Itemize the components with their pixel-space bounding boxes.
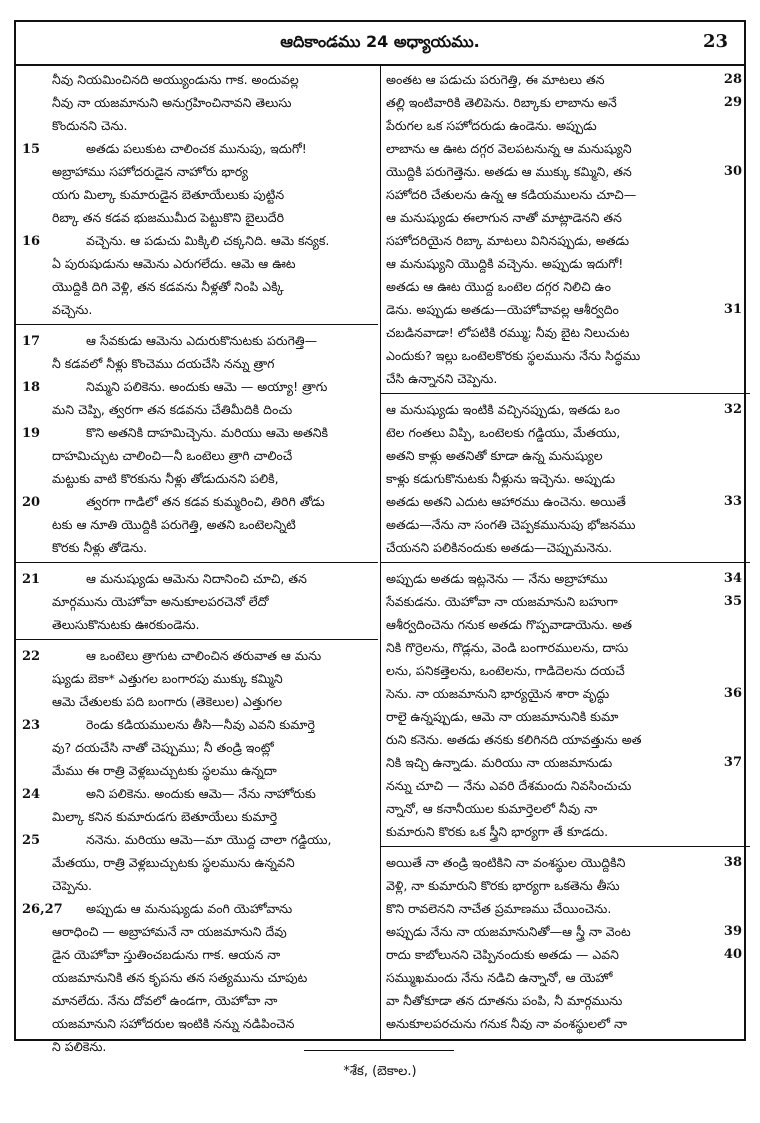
text-line bbox=[386, 920, 742, 943]
verse-text: మని చెప్పి, త్వరగా తన కడవను చేతిమీదికి దించు bbox=[52, 402, 293, 417]
text-line bbox=[386, 467, 742, 490]
text-line bbox=[22, 375, 372, 398]
verse-text: అబ్రాహాము సహోదరుడైన నాహోరు భార్య bbox=[52, 164, 248, 179]
text-line bbox=[386, 943, 742, 966]
text-line bbox=[386, 344, 742, 367]
text-body bbox=[14, 66, 746, 1054]
text-line bbox=[22, 805, 372, 828]
text-line bbox=[22, 920, 372, 943]
verse-number: 37 bbox=[723, 755, 742, 770]
page-header bbox=[14, 20, 746, 66]
verse-text: కొందునని చెను. bbox=[52, 118, 128, 133]
verse-text: యొద్దికి పరుగెత్తెను. అతడు ఆ ముక్కు కమ్మిని, తన bbox=[386, 164, 632, 179]
text-line bbox=[22, 567, 372, 590]
text-line bbox=[22, 206, 372, 229]
verse-text: కొరకు నీళ్లు తోడెను. bbox=[52, 540, 148, 555]
text-line bbox=[386, 636, 742, 659]
paragraph-separator bbox=[386, 843, 742, 851]
text-line bbox=[22, 828, 372, 851]
text-line bbox=[22, 114, 372, 137]
verse-text: ష్యుడు బెకా* ఎత్తుగల బంగారపు ముక్కు కమ్మిని bbox=[52, 671, 283, 686]
verse-number: 33 bbox=[723, 494, 742, 509]
text-line bbox=[386, 851, 742, 874]
verse-text: అతని కాళ్లు అతనితో కూడా ఉన్న మనుష్యుల bbox=[386, 448, 603, 463]
verse-text: మానలేదు. నేను దోవలో ఉండగా, యెహోవా నా bbox=[52, 993, 278, 1008]
text-line bbox=[386, 590, 742, 613]
verse-number: 22 bbox=[22, 649, 41, 664]
text-line bbox=[22, 943, 372, 966]
verse-text: ఏ పురుషుడును ఆమెను ఎరుగలేదు. ఆమె ఆ ఊట bbox=[52, 256, 296, 271]
verse-text: సహోదరి చేతులను ఉన్న ఆ కడియములను చూచి— bbox=[386, 187, 637, 202]
verse-number: 25 bbox=[22, 833, 41, 848]
text-line bbox=[386, 966, 742, 989]
verse-text: ఆ సేవకుడు ఆమెను ఎదురుకొనుటకు పరుగెత్తి— bbox=[86, 333, 318, 348]
text-line bbox=[386, 91, 742, 114]
text-line bbox=[22, 444, 372, 467]
text-line bbox=[22, 513, 372, 536]
verse-number: 16 bbox=[22, 234, 41, 249]
verse-number: 32 bbox=[723, 402, 742, 417]
verse-number: 31 bbox=[723, 302, 742, 317]
verse-text: ఆ మనుష్యుడు ఆమెను నిదానించి చూచి, తన bbox=[86, 571, 307, 586]
verse-text: ఆశీర్వదించెను గనుక అతడు గొప్పవాడాయెను. అత bbox=[386, 617, 632, 632]
verse-text: రెండు కడియములను తీసి—నీవు ఎవని కుమార్తె bbox=[86, 717, 315, 732]
text-line bbox=[386, 229, 742, 252]
verse-text: సహోదరియైన రిబ్కా మాటలు వినినప్పుడు, అతడు bbox=[386, 233, 630, 248]
verse-text: యజమానునికి తన కృపను తన సత్యమును చూపుట bbox=[52, 970, 308, 985]
text-line bbox=[386, 68, 742, 91]
text-line bbox=[22, 160, 372, 183]
verse-text: రిబ్కా తన కడవ భుజముమీద పెట్టుకొని బైలుదేరి bbox=[52, 210, 285, 225]
text-line bbox=[22, 352, 372, 375]
text-line bbox=[386, 659, 742, 682]
verse-text: అయితే నా తండ్రి ఇంటికిని నా వంశస్థుల యొద్దికిని bbox=[386, 855, 626, 870]
verse-text: ఆమె చేతులకు పది బంగారు (తెకెలుల) ఎత్తుగల bbox=[52, 694, 283, 709]
text-line bbox=[22, 713, 372, 736]
text-line bbox=[386, 183, 742, 206]
verse-text: తెలుసుకొనుటకు ఊరకుండెను. bbox=[52, 617, 200, 632]
verse-text: నిమ్మని పలికెను. అందుకు ఆమె — అయ్యా! త్రాగు bbox=[86, 379, 328, 394]
left-column bbox=[22, 68, 372, 1058]
verse-text: వు? దయచేసి నాతో చెప్పుము; నీ తండ్రి ఇంట్లో bbox=[52, 740, 274, 755]
text-line bbox=[22, 275, 372, 298]
text-line bbox=[386, 567, 742, 590]
text-line bbox=[22, 298, 372, 321]
verse-number: 24 bbox=[22, 787, 41, 802]
text-line bbox=[22, 989, 372, 1012]
verse-text: అంతట ఆ పడుచు పరుగెత్తి, ఈ మాటలు తన bbox=[386, 72, 605, 87]
verse-text: ననెను. మరియు ఆమె—మా యొద్ద చాలా గడ్డియు, bbox=[86, 832, 332, 847]
column-divider bbox=[380, 66, 381, 1039]
verse-text: ఎందుకు? ఇల్లు ఒంటెలకొరకు స్థలమును నేను సిద్ధము bbox=[386, 348, 641, 363]
verse-text: న్నానో, ఆ కనానీయుల కుమార్తెలలో నీవు నా bbox=[386, 801, 598, 816]
verse-number: 29 bbox=[723, 95, 742, 110]
verse-text: సెను. నా యజమానుని భార్యయైన శారా వృద్ధు bbox=[386, 686, 610, 701]
paragraph-separator bbox=[22, 559, 372, 567]
text-line bbox=[386, 421, 742, 444]
verse-text: చేయనని పలికినందుకు అతడు—చెప్పుమనెను. bbox=[386, 540, 613, 555]
verse-text: లాబాను ఆ ఊట దగ్గర వెలపటనున్న ఆ మనుష్యుని bbox=[386, 141, 632, 156]
verse-text: ని పలికెను. bbox=[52, 1039, 107, 1054]
text-line bbox=[22, 1035, 372, 1058]
verse-text: నీవు నా యజమానుని అనుగ్రహించినావని తెలుసు bbox=[52, 95, 292, 110]
text-line bbox=[386, 897, 742, 920]
verse-text: మార్గమును యెహోవా అనుకూలపరచెనో లేదో bbox=[52, 594, 269, 609]
text-line bbox=[386, 137, 742, 160]
text-line bbox=[386, 728, 742, 751]
verse-number: 19 bbox=[22, 426, 41, 441]
verse-text: యొద్దికి దిగి వెళ్లి, తన కడవను నీళ్లతో నింపి ఎక్కి bbox=[52, 279, 284, 294]
verse-text: సేవకుడను. యెహోవా నా యజమానుని బహుగా bbox=[386, 594, 618, 609]
verse-number: 17 bbox=[22, 334, 41, 349]
text-line bbox=[22, 329, 372, 352]
text-line bbox=[386, 275, 742, 298]
verse-text: అతడు పలుకుట చాలించక మునుపు, ఇదుగో! bbox=[86, 141, 307, 156]
text-line bbox=[386, 682, 742, 705]
verse-number: 35 bbox=[723, 594, 742, 609]
verse-text: అప్పుడు అతడు ఇట్లనెను — నేను అబ్రాహాము bbox=[386, 571, 608, 586]
paragraph-separator bbox=[22, 636, 372, 644]
verse-text: ఆరాధించి — అబ్రాహామనే నా యజమానుని దేవు bbox=[52, 924, 287, 939]
text-line bbox=[386, 797, 742, 820]
verse-number: 28 bbox=[723, 72, 742, 87]
verse-text: టకు ఆ నూతి యొద్దికి పరుగెత్తి, అతని ఒంటెలన్నిటి bbox=[52, 517, 296, 532]
verse-number: 39 bbox=[723, 924, 742, 939]
verse-text: యగు మిల్కా కుమారుడైన బెతూయేలుకు పుట్టిన bbox=[52, 187, 285, 202]
text-line bbox=[22, 398, 372, 421]
verse-number: 38 bbox=[723, 855, 742, 870]
verse-text: ఆ ఒంటెలు త్రాగుట చాలించిన తరువాత ఆ మను bbox=[86, 648, 322, 663]
text-line bbox=[22, 736, 372, 759]
text-line bbox=[22, 874, 372, 897]
verse-text: అనుకూలపరచును గనుక నీవు నా వంశస్థులలో నా bbox=[386, 1016, 627, 1031]
text-line bbox=[22, 467, 372, 490]
verse-text: నీ కడవలో నీళ్లు కొంచెము దయచేసి నన్ను త్రాగ bbox=[52, 356, 275, 371]
verse-text: చబడినవాడా! లోపటికి రమ్ము; నీవు బైట నిలుచుట bbox=[386, 325, 630, 340]
verse-number: 40 bbox=[723, 947, 742, 962]
text-line bbox=[386, 1012, 742, 1035]
text-line bbox=[386, 513, 742, 536]
verse-text: కొని అతనికి దాహమిచ్చెను. మరియు ఆమె అతనికి bbox=[86, 425, 329, 440]
text-line bbox=[386, 114, 742, 137]
verse-text: చెప్పెను. bbox=[52, 878, 92, 893]
verse-text: వా నీతోకూడా తన దూతను పంపి, నీ మార్గమును bbox=[386, 993, 623, 1008]
verse-number: 18 bbox=[22, 380, 41, 395]
text-line bbox=[22, 897, 372, 920]
verse-text: యజమానుని సహోదరుల ఇంటికి నన్ను నడిపించెన bbox=[52, 1016, 295, 1031]
verse-text: లను, పనికత్తెలను, ఒంటెలను, గాడిదెలను దయచే bbox=[386, 663, 625, 678]
verse-text: సమ్ముఖమందు నేను నడిచి ఉన్నానో, ఆ యెహో bbox=[386, 970, 613, 985]
text-line bbox=[22, 183, 372, 206]
verse-number: 26,27 bbox=[22, 902, 63, 917]
footnote-text: *శేక, (బెకాల.) bbox=[343, 1064, 417, 1079]
text-line bbox=[22, 1012, 372, 1035]
text-line bbox=[386, 774, 742, 797]
verse-number: 36 bbox=[723, 686, 742, 701]
text-line bbox=[386, 444, 742, 467]
verse-text: నన్ను చూచి — నేను ఎవరి దేశమందు నివసించుచు bbox=[386, 778, 632, 793]
verse-text: నికి గొర్రెలను, గొడ్లను, వెండి బంగారములను, దాసు bbox=[386, 640, 629, 655]
verse-text: తల్లి ఇంటివారికి తెలిపెను. రిబ్కాకు లాబాను అనే bbox=[386, 95, 617, 110]
verse-text: డెను. అప్పుడు అతడు—యెహోవావల్ల ఆశీర్వదిం bbox=[386, 302, 619, 317]
text-line bbox=[22, 613, 372, 636]
text-line bbox=[22, 644, 372, 667]
text-line bbox=[386, 367, 742, 390]
text-line bbox=[22, 759, 372, 782]
text-line bbox=[22, 137, 372, 160]
text-line bbox=[386, 613, 742, 636]
text-line bbox=[22, 91, 372, 114]
text-line bbox=[386, 989, 742, 1012]
text-line bbox=[386, 536, 742, 559]
verse-text: కుమారుని కొరకు ఒక స్త్రీని భార్యగా తే కూడదు. bbox=[386, 824, 609, 839]
text-line bbox=[386, 874, 742, 897]
paragraph-separator bbox=[386, 390, 742, 398]
verse-text: టెల గంతలు విప్పి, ఒంటెలకు గడ్డియు, మేతయు, bbox=[386, 425, 621, 440]
verse-text: నీవు నియమించినది అయ్యుండును గాక. అందువల్ల bbox=[52, 72, 299, 87]
text-line bbox=[386, 751, 742, 774]
verse-text: రాదు కాబోలునని చెప్పినందుకు అతడు — ఎవని bbox=[386, 947, 619, 962]
text-line bbox=[386, 398, 742, 421]
page-number: 23 bbox=[702, 31, 728, 52]
verse-text: చేసి ఉన్నానని చెప్పెను. bbox=[386, 371, 498, 386]
text-line bbox=[386, 705, 742, 728]
text-line bbox=[22, 667, 372, 690]
footnote-rule bbox=[304, 1050, 454, 1051]
verse-number: 21 bbox=[22, 572, 41, 587]
text-line bbox=[22, 851, 372, 874]
text-line bbox=[386, 252, 742, 275]
text-line bbox=[386, 206, 742, 229]
text-line bbox=[22, 421, 372, 444]
verse-text: మేము ఈ రాత్రి వెళ్లబుచ్చుటకు స్థలము ఉన్నదా bbox=[52, 763, 277, 778]
verse-text: త్వరగా గాడిలో తన కడవ కుమ్మరించి, తిరిగి తోడు bbox=[86, 494, 325, 509]
paragraph-separator bbox=[386, 559, 742, 567]
page bbox=[14, 20, 746, 1105]
verse-number: 20 bbox=[22, 495, 41, 510]
text-line bbox=[22, 536, 372, 559]
paragraph-separator bbox=[22, 321, 372, 329]
right-column bbox=[386, 68, 742, 1035]
verse-text: వచ్చెను. ఆ పడుచు మిక్కిలి చక్కనిది. ఆమె కన్యక. bbox=[86, 233, 330, 248]
text-line bbox=[22, 229, 372, 252]
verse-text: నికి ఇచ్చి ఉన్నాడు. మరియు నా యజమానుడు bbox=[386, 755, 613, 770]
text-line bbox=[386, 298, 742, 321]
verse-text: కొని రావలెనని నాచేత ప్రమాణము చేయించెను. bbox=[386, 901, 612, 916]
text-line bbox=[22, 782, 372, 805]
verse-text: డైన యెహోవా స్తుతించబడును గాక. ఆయన నా bbox=[52, 947, 281, 962]
verse-number: 23 bbox=[22, 718, 41, 733]
verse-text: ఆ మనుష్యుడు ఈలాగున నాతో మాట్లాడెనని తన bbox=[386, 210, 622, 225]
text-line bbox=[386, 160, 742, 183]
verse-text: పేరుగల ఒక సహోదరుడు ఉండెను. అప్పుడు bbox=[386, 118, 597, 133]
text-line bbox=[386, 490, 742, 513]
verse-text: మేతయు, రాత్రి వెళ్లబుచ్చుటకు స్థలమును ఉన్నవని bbox=[52, 855, 295, 870]
text-line bbox=[22, 68, 372, 91]
verse-text: రుని కనెను. అతడు తనకు కలిగినది యావత్తును అత bbox=[386, 732, 642, 747]
verse-number: 30 bbox=[723, 164, 742, 179]
verse-text: కాళ్లు కడుగుకొనుటకు నీళ్లును ఇచ్చెను. అప్పుడు bbox=[386, 471, 616, 486]
text-line bbox=[22, 966, 372, 989]
verse-text: వచ్చెను. bbox=[52, 302, 93, 317]
verse-text: రాలై ఉన్నప్పుడు, ఆమె నా యజమానునికి కుమా bbox=[386, 709, 619, 724]
verse-text: ఆ మనుష్యుడు ఇంటికి వచ్చినప్పుడు, ఇతడు ఒం bbox=[386, 402, 621, 417]
verse-text: అప్పుడు ఆ మనుష్యుడు వంగి యెహోవాను bbox=[86, 901, 293, 916]
verse-text: దాహమిచ్చుట చాలించి—నీ ఒంటెలు త్రాగి చాలించే bbox=[52, 448, 293, 463]
verse-text: అప్పుడు నేను నా యజమానునితో—ఆ స్త్రీ నా వెంట bbox=[386, 924, 631, 939]
chapter-title: ఆదికాండము 24 అధ్యాయము. bbox=[280, 32, 480, 51]
verse-text: అని పలికెను. అందుకు ఆమె— నేను నాహోరుకు bbox=[86, 786, 316, 801]
verse-text: మట్టుకు వాటి కొరకును నీళ్లు తోడుదునని పలికి, bbox=[52, 471, 279, 486]
verse-text: అతడు ఆ ఊట యొద్ద ఒంటెల దగ్గర నిలిచి ఉం bbox=[386, 279, 611, 294]
verse-text: వెళ్లి, నా కుమారుని కొరకు భార్యగా ఒకతెను తీసు bbox=[386, 878, 620, 893]
text-line bbox=[386, 820, 742, 843]
verse-text: అతడు—నేను నా సంగతి చెప్పకమునుపు భోజనము bbox=[386, 517, 636, 532]
text-line bbox=[22, 490, 372, 513]
text-line bbox=[22, 252, 372, 275]
text-line bbox=[386, 321, 742, 344]
verse-text: ఆ మనుష్యుని యొద్దికి వచ్చెను. అప్పుడు ఇదుగో! bbox=[386, 256, 624, 271]
verse-number: 34 bbox=[723, 571, 742, 586]
verse-text: అతడు అతని ఎదుట ఆహారము ఉంచెను. అయితే bbox=[386, 494, 626, 509]
text-line bbox=[22, 590, 372, 613]
verse-text: మిల్కా కనిన కుమారుడగు బెతూయేలు కుమార్తె bbox=[52, 809, 278, 824]
verse-number: 15 bbox=[22, 142, 41, 157]
text-line bbox=[22, 690, 372, 713]
